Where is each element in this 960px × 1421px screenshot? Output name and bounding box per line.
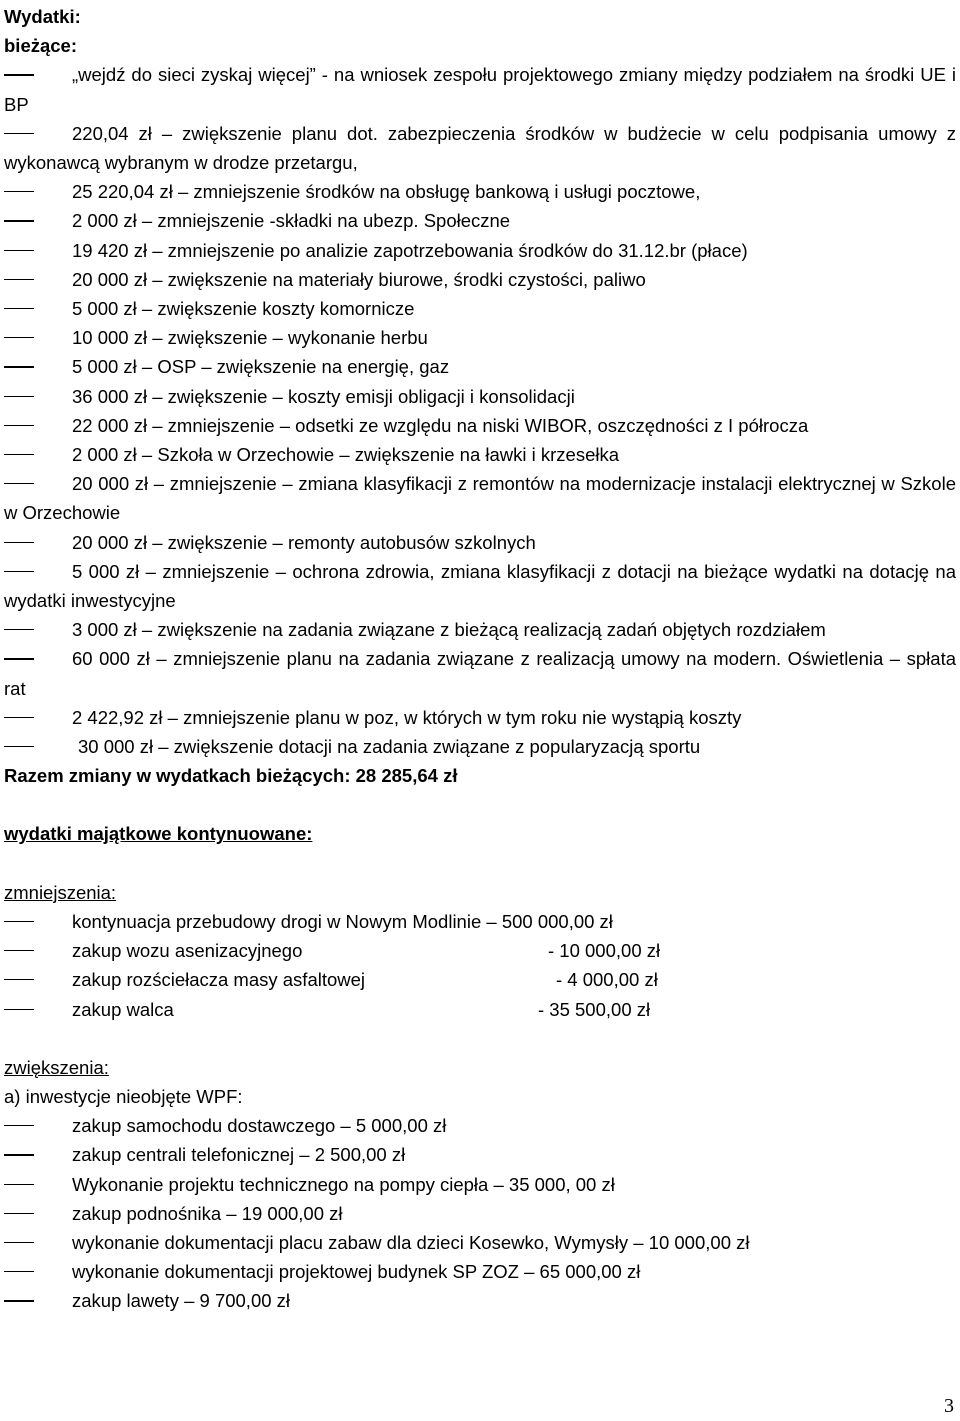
list-item: zakup centrali telefonicznej – 2 500,00 zł bbox=[72, 1144, 406, 1166]
spacer bbox=[4, 1024, 956, 1053]
amount: - 10 000,00 zł bbox=[548, 940, 661, 962]
list-item: 30 000 zł – zwiększenie dotacji na zadania związane z popularyzacją sportu bbox=[78, 736, 701, 758]
section-subtitle: bieżące: bbox=[4, 35, 78, 57]
decreases-list bbox=[4, 907, 956, 1024]
list-item: 20 000 zł – zwiększenie – remonty autobusów szkolnych bbox=[72, 531, 536, 553]
list-item: 2 000 zł – Szkoła w Orzechowie – zwiększenie na ławki i krzesełka bbox=[72, 444, 620, 466]
list-item: zakup samochodu dostawczego – 5 000,00 zł bbox=[72, 1115, 447, 1137]
list-item: 20 000 zł – zmniejszenie – zmiana klasyfikacji z remontów na modernizacje instalacji elektrycznej w Szkole w Orzechowie bbox=[4, 473, 956, 524]
increases-heading: zwiększenia: bbox=[4, 1056, 109, 1078]
list-item: 10 000 zł – zwiększenie – wykonanie herbu bbox=[72, 327, 428, 349]
list-item: 22 000 zł – zmniejszenie – odsetki ze względu na niski WIBOR, oszczędności z I półrocza bbox=[72, 414, 809, 436]
capital-heading: wydatki majątkowe kontynuowane: bbox=[4, 823, 313, 845]
section-title: Wydatki: bbox=[4, 6, 81, 27]
list-item: kontynuacja przebudowy drogi w Nowym Modlinie – 500 000,00 zł bbox=[72, 910, 613, 932]
list-item: 3 000 zł – zwiększenie na zadania związane z bieżącą realizacją zadań objętych rozdziałem bbox=[72, 619, 826, 641]
list-item: 5 000 zł – zmniejszenie – ochrona zdrowia, zmiana klasyfikacji z dotacji na bieżące wydatki na dotację na wydatki inwestycyjne bbox=[4, 560, 956, 612]
list-item: 5 000 zł – OSP – zwiększenie na energię, gaz bbox=[72, 356, 450, 378]
list-item: 36 000 zł – zwiększenie – koszty emisji obligacji i konsolidacji bbox=[72, 385, 575, 407]
list-item: zakup rozściełacza masy asfaltowej - 4 000,00 zł bbox=[4, 965, 956, 994]
decreases-heading: zmniejszenia: bbox=[4, 881, 117, 903]
increases-subheading: a) inwestycje nieobjęte WPF: bbox=[4, 1085, 243, 1107]
list-item: 2 422,92 zł – zmniejszenie planu w poz, w których w tym roku nie wystąpią koszty bbox=[72, 706, 742, 728]
spacer bbox=[4, 849, 956, 878]
list-item: 20 000 zł – zwiększenie na materiały biurowe, środki czystości, paliwo bbox=[72, 268, 646, 290]
current-total: Razem zmiany w wydatkach bieżących: 28 285,64 zł bbox=[4, 765, 458, 787]
list-item: zakup wozu asenizacyjnego - 10 000,00 zł bbox=[4, 936, 956, 965]
list-item: wykonanie dokumentacji placu zabaw dla dzieci Kosewko, Wymysły – 10 000,00 zł bbox=[72, 1231, 750, 1253]
list-item: „wejdź do sieci zyskaj więcej” - na wniosek zespołu projektowego zmiany między podziałem na środki UE i BP bbox=[4, 64, 956, 115]
list-item: 220,04 zł – zwiększenie planu dot. zabezpieczenia środków w budżecie w celu podpisania umowy z wykonawcą wybranym w drodze przetargu, bbox=[4, 122, 956, 174]
list-item: 19 420 zł – zmniejszenie po analizie zapotrzebowania środków do 31.12.br (płace) bbox=[72, 239, 748, 261]
amount: - 4 000,00 zł bbox=[556, 969, 658, 991]
increases-list bbox=[4, 1111, 956, 1315]
list-item: 5 000 zł – zwiększenie koszty komornicze bbox=[72, 298, 415, 320]
list-item: zakup podnośnika – 19 000,00 zł bbox=[72, 1202, 343, 1224]
page-number: 3 bbox=[944, 1395, 954, 1417]
list-item: zakup walca - 35 500,00 zł bbox=[4, 995, 956, 1024]
current-expenses-list bbox=[4, 60, 956, 761]
list-item: zakup lawety – 9 700,00 zł bbox=[72, 1290, 291, 1312]
amount: - 35 500,00 zł bbox=[538, 998, 651, 1020]
list-item: 2 000 zł – zmniejszenie -składki na ubezp. Społeczne bbox=[72, 210, 511, 232]
list-item: Wykonanie projektu technicznego na pompy ciepła – 35 000, 00 zł bbox=[72, 1173, 615, 1195]
list-item: 25 220,04 zł – zmniejszenie środków na obsługę bankową i usługi pocztowe, bbox=[72, 181, 701, 203]
list-item: wykonanie dokumentacji projektowej budynek SP ZOZ – 65 000,00 zł bbox=[72, 1261, 641, 1283]
spacer bbox=[4, 790, 956, 819]
list-item: 60 000 zł – zmniejszenie planu na zadania związane z realizacją umowy na modern. Oświetlenia – spłata rat bbox=[4, 648, 956, 699]
